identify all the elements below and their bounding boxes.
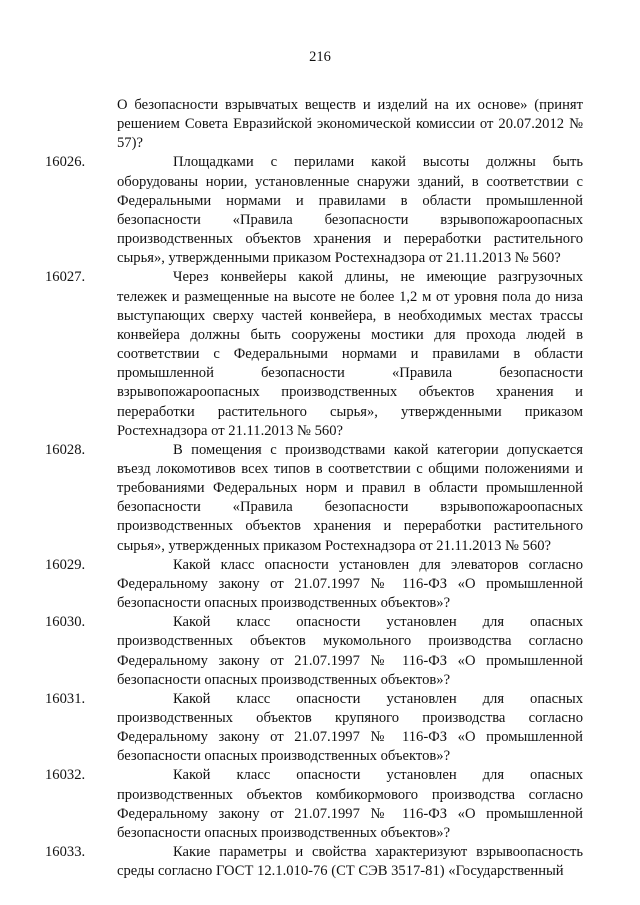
question-text: Какой класс опасности установлен для опасных производственных объектов крупяного производства согласно Федеральному закону от 21.07.1997 № 116-ФЗ «О промышленной безопасности опасных производственных объектов»?	[117, 690, 583, 765]
question-item	[45, 843, 583, 881]
question-number: 16032.	[45, 767, 86, 784]
question-number: 16026.	[45, 154, 86, 171]
question-number: 16030.	[45, 614, 86, 631]
question-item	[45, 766, 583, 843]
question-number: 16031.	[45, 690, 86, 707]
question-item	[45, 613, 583, 690]
page-content	[45, 96, 583, 881]
page-number: 216	[309, 49, 331, 65]
question-number: 16029.	[45, 556, 86, 573]
question-item	[45, 556, 583, 613]
intro-paragraph: О безопасности взрывчатых веществ и изделий на их основе» (принят решением Совета Евразийской экономической комиссии от 20.07.2012 № 57)?	[117, 97, 583, 152]
question-item	[45, 441, 583, 556]
question-item	[45, 690, 583, 767]
question-item	[45, 153, 583, 268]
question-text: Через конвейеры какой длины, не имеющие разгрузочных тележек и размещенные на высоте не более 1,2 м от уровня пола до низа выступающих сверху частей конвейера, в необходимых местах трассы конвейера должны быть сооружены мостики для прохода людей в соответствии с Федеральными нормами и правилами в области промышленной безопасности «Правила безопасности взрывопожароопасных производственных объектов хранения и переработки растительного сырья», утвержденными приказом Ростехнадзора от 21.11.2013 № 560?	[117, 269, 583, 439]
question-item	[45, 268, 583, 440]
question-text: Какой класс опасности установлен для опасных производственных объектов мукомольного производства согласно Федеральному закону от 21.07.1997 № 116-ФЗ «О промышленной безопасности опасных производственных объектов»?	[117, 614, 583, 688]
question-text: Какие параметры и свойства характеризуют взрывоопасность среды согласно ГОСТ 12.1.010-76 (СТ СЭВ 3517-81) «Государственный	[117, 844, 583, 880]
question-number: 16028.	[45, 441, 86, 458]
question-text: Площадками с перилами какой высоты должны быть оборудованы нории, установленные снаружи зданий, в соответствии с Федеральными нормами и правилами в области промышленной безопасности «Правила безопасности взрывопожароопасных производственных объектов хранения и переработки растительного сырья», утвержденными приказом Ростехнадзора от 21.11.2013 № 560?	[117, 154, 583, 267]
question-number: 16033.	[45, 844, 86, 861]
question-number: 16027.	[45, 269, 86, 286]
question-text: Какой класс опасности установлен для опасных производственных объектов комбикормового производства согласно Федеральному закону от 21.07.1997 № 116-ФЗ «О промышленной безопасности опасных производственных объектов»?	[117, 767, 583, 841]
question-text: В помещения с производствами какой категории допускается въезд локомотивов всех типов в соответствии с общими положениями и требованиями Федеральных норм и правил в области промышленной безопасности «Правила безопасности взрывопожароопасных производственных объектов хранения и переработки растительного сырья», утвержденных приказом Ростехнадзора от 21.11.2013 № 560?	[117, 441, 583, 554]
question-text: Какой класс опасности установлен для элеваторов согласно Федеральному закону от 21.07.1997 № 116-ФЗ «О промышленной безопасности опасных производственных объектов»?	[117, 556, 583, 612]
